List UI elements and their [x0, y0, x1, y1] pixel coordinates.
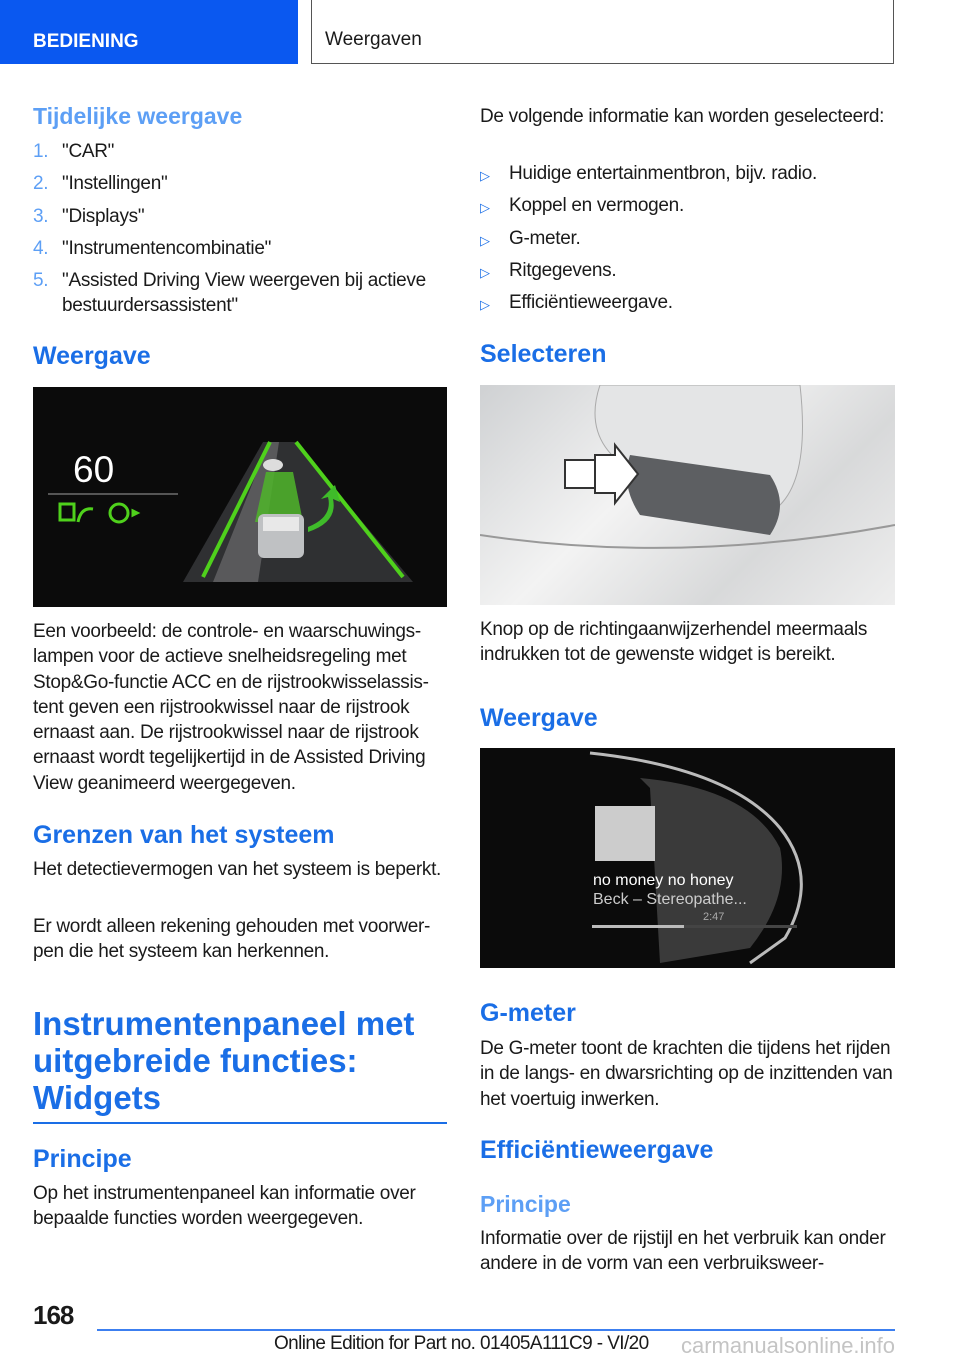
- list-item-text: G-meter.: [509, 227, 581, 249]
- track-title: no money no honey: [593, 872, 734, 889]
- page-number: 168: [33, 1300, 74, 1330]
- turn-signal-lever-image: [480, 385, 895, 605]
- list-item-text: Huidige entertainmentbron, bijv. radio.: [509, 163, 817, 184]
- heading-principe: Principe: [33, 1145, 132, 1173]
- entertainment-widget-image: [480, 748, 895, 968]
- track-time: 2:47: [703, 911, 725, 923]
- heading-g-meter: G-meter: [480, 999, 576, 1027]
- triangle-right-icon: ▷: [480, 297, 490, 313]
- g-meter-text: De G-meter toont de krachten die tijdens het rijden in de langs- en dwarsrichting op de inzittenden van het voertuig inwerken.: [480, 1038, 893, 1110]
- image-caption: Een voorbeeld: de controle- en waarschuwingslampen voor de actieve snelheidsregeling met Stop&Go-functie ACC en de rijstrookwisselassistent geven een rijstrookwissel naar de rijstrook ernaast aan. De rijstrookwissel naar de rijstrook ernaast wordt tegelijkertijd in de Assisted Driving View geanimeerd weergegeven.: [33, 621, 429, 794]
- heading-selecteren: Selecteren: [480, 340, 607, 368]
- triangle-right-icon: ▷: [480, 200, 490, 216]
- speed-readout: 60: [73, 449, 115, 490]
- step-text: "Instrumentencombinatie": [62, 237, 272, 259]
- edition-info: Online Edition for Part no. 01405A111C9 - VI/20: [274, 1333, 649, 1354]
- step: [33, 236, 448, 261]
- heading-weergave: Weergave: [33, 342, 151, 370]
- heading-weergave-2: Weergave: [480, 704, 598, 732]
- widget-options-list: [480, 161, 895, 322]
- road-illustration: [33, 387, 447, 607]
- step: [33, 268, 448, 319]
- heading-efficientieweergave: Efficiëntieweergave: [480, 1136, 714, 1164]
- list-item: [480, 258, 895, 283]
- step-text: "Instellingen": [62, 173, 168, 195]
- step-number: 3.: [33, 205, 49, 227]
- list-item-text: Ritgegevens.: [509, 259, 617, 281]
- list-item-text: Efficiëntieweergave.: [509, 292, 673, 314]
- list-item: [480, 226, 895, 251]
- acc-icon: [60, 504, 93, 522]
- step: [33, 171, 448, 196]
- chapter-heading-widgets: Instrumentenpaneel met uitgebreide functies: Widgets: [33, 1005, 447, 1124]
- select-text: Knop op de richtingaanwijzerhendel meermaals indrukken tot de gewenste widget is bereikt.: [480, 619, 868, 666]
- step-number: 5.: [33, 270, 49, 292]
- track-progress-fill: [592, 925, 684, 928]
- heading-grenzen: Grenzen van het systeem: [33, 821, 335, 849]
- list-item: [480, 290, 895, 315]
- track-progress-bar: [592, 925, 797, 928]
- album-art: [595, 806, 655, 861]
- triangle-right-icon: ▷: [480, 168, 490, 183]
- grenzen-text-2: Er wordt alleen rekening gehouden met voorwerpen die het systeem kan herkennen.: [33, 916, 431, 963]
- grenzen-text-1: Het detectievermogen van het systeem is beperkt.: [33, 859, 442, 880]
- instrument-frame: [480, 748, 895, 968]
- section-tab: BEDIENING: [0, 0, 298, 64]
- heading-tijdelijke-weergave: Tijdelijke weergave: [33, 103, 243, 129]
- triangle-right-icon: ▷: [480, 264, 490, 280]
- assisted-driving-view-image: [33, 387, 447, 607]
- principe-text: Op het instrumentenpaneel kan informatie over bepaalde functies worden weergegeven.: [33, 1183, 416, 1230]
- list-item: [480, 161, 895, 186]
- step-number: 1.: [33, 141, 49, 162]
- list-item-text: Koppel en vermogen.: [509, 195, 684, 217]
- step-text: "Assisted Driving View weergeven bij actieve bestuurdersassistent": [62, 270, 426, 317]
- step-number: 2.: [33, 173, 49, 195]
- chapter-title: Weergaven: [311, 0, 894, 64]
- footer-rule: [97, 1329, 895, 1331]
- watermark: carmanualsonline.info: [681, 1333, 896, 1358]
- triangle-right-icon: ▷: [480, 232, 490, 248]
- step-number: 4.: [33, 237, 49, 259]
- intro-text: De volgende informatie kan worden geselecteerd:: [480, 106, 885, 127]
- step-text: "Displays": [62, 205, 145, 227]
- step: [33, 204, 448, 229]
- steering-wheel-icon: [110, 504, 137, 522]
- heading-principe-2: Principe: [480, 1191, 571, 1217]
- list-item: [480, 193, 895, 218]
- lever-illustration: [480, 385, 895, 605]
- track-artist: Beck – Stereopathe...: [593, 891, 747, 908]
- steps-list: [33, 139, 448, 326]
- principe-text-2: Informatie over de rijstijl en het verbruik kan onder andere in de vorm van een verbruiksweer-: [480, 1228, 886, 1275]
- step-text: "CAR": [62, 141, 115, 162]
- step: [33, 139, 448, 164]
